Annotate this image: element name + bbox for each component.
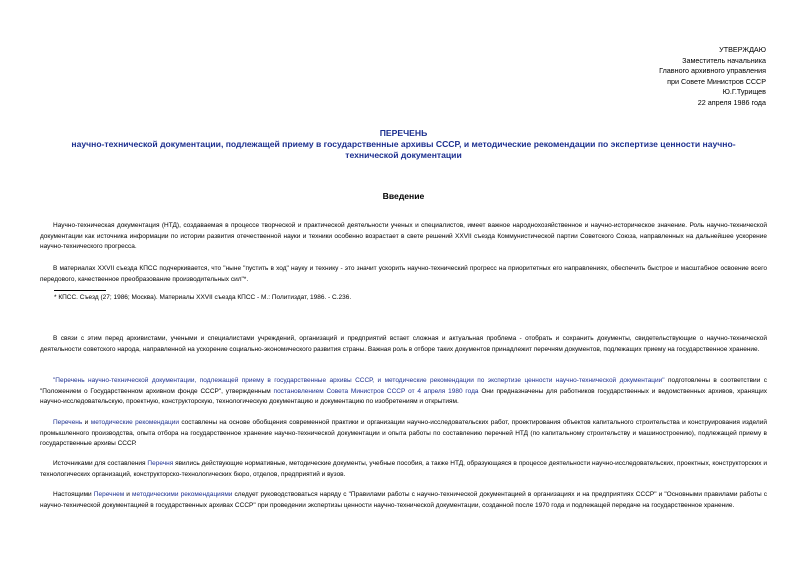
paragraph-6-text: Источниками для составления — [53, 460, 148, 467]
title-subtitle-link[interactable]: научно-технической документации, подлежащей приему в государственные архивы СССР, — [71, 139, 462, 149]
approval-line: Ю.Г.Турищев — [722, 87, 766, 97]
approval-line: Заместитель начальника — [682, 55, 766, 65]
section-heading: Введение — [382, 191, 425, 201]
approval-line: 22 апреля 1986 года — [697, 97, 766, 107]
resolution-link[interactable]: постановлением Совета Министров СССР от 4 апреля 1980 года — [273, 387, 479, 395]
paragraph-5-text: и — [82, 419, 91, 426]
paragraph-7 — [40, 490, 767, 511]
perechen-link[interactable]: Перечень — [53, 419, 83, 426]
recommendations-link[interactable]: методические рекомендации — [90, 419, 179, 426]
title-subtitle — [40, 139, 767, 161]
methodical-recommendations-link[interactable]: методическими рекомендациями — [132, 491, 233, 498]
paragraph-7-text: следует руководствоваться наряду с "Правилами работы с научно-технической документацией в организациях и на предприятиях СССР" и "Основными правилами работы с научно-технической документацией в государственных архивах СССР" при проведении экспертизы ценности научно-технической документации, созданной после 1970 года и подлежащей передаче на государственное хранение. — [40, 491, 767, 509]
approval-block — [659, 45, 766, 109]
footnote: * КПСС. Съезд (27; 1986; Москва). Материалы XXVII съезда КПСС - М.: Политиздат, 1986. - С.236. — [54, 294, 352, 301]
perechnem-link[interactable]: Перечнем — [93, 491, 125, 498]
perechen-full-title-link[interactable]: "Перечень научно-технической документации, подлежащей приему в государственные архивы СССР, и методические рекомендации по экспертизе ценности научно-технической документации" — [53, 377, 665, 384]
approval-line: Главного архивного управления — [659, 66, 766, 76]
paragraph-6-text: явились действующие нормативные, методические документы, учебные пособия, а также НТД, образующаяся в процессе деятельности научно-исследовательских, проектных, конструкторских и технологических организаций, конструкторско-технологических бюро, отделов, предприятий и вузов. — [40, 460, 767, 478]
title-subtitle-rest: и методические рекомендации по экспертизе ценности научно- — [461, 139, 736, 149]
footnote-divider — [54, 290, 106, 291]
paragraph-4-text: Они предназначены для работников государственных и ведомственных архивов, хранящих научно-исследовательскую, проектную, конструкторскую, технологическую документацию и документацию по изобретениям и открытиям. — [40, 387, 767, 406]
perechnya-link[interactable]: Перечня — [147, 460, 174, 467]
paragraph-4 — [40, 376, 767, 408]
paragraph-4-text: подготовлены в соответствии с "Положением о Государственном архивном фонде СССР", утвержденным — [40, 377, 767, 395]
document-title — [40, 128, 767, 161]
paragraph-5 — [40, 418, 767, 450]
paragraph-3: В связи с этим перед архивистами, учеными и специалистами учреждений, организаций и предприятий встает сложная и актуальная проблема - отобрать и сохранить документы, свидетельствующие о научно-технической деятельности советского народа, направленной на ускорение социально-экономического развития страны. Важная роль в отборе таких документов принадлежит перечням документов, подлежащих приему на государственное хранение. — [40, 335, 767, 353]
paragraph-7-text: Настоящими — [53, 491, 94, 498]
paragraph-2: В материалах XXVII съезда КПСС подчеркивается, что "ныне "пустить в ход" науку и технику - это значит ускорить научно-технический прогресс на приоритетных его направлениях, обеспечить быстрое и масштабное освоение всего передового, качественное преобразование производительных сил"*. — [40, 265, 767, 283]
title-subtitle-line2: технической документации — [345, 150, 462, 160]
paragraph-5-text: составлены на основе обобщения современной практики и организации научно-исследовательских работ, проектирования объектов капитального строительства и конструирования изделий промышленного производства, опыта отбора на государственное хранение научно-технической документации и опыта работы по составлению перечней НТД (по капитальному строительству и машиностроению), подлежащей приему в государственные архивы СССР. — [40, 419, 767, 448]
approval-line: при Совете Министров СССР — [667, 76, 766, 86]
paragraph-1: Научно-техническая документация (НТД), создаваемая в процессе творческой и практической деятельности ученых и специалистов, имеет важное народнохозяйственное и научно-историческое значение. Роль научно-технической документации как источника информации по истории развития отечественной науки и техники особенно возрастает в свете решений XXVII съезда Коммунистической партии Советского Союза, направленных на дальнейшее ускорение научно-технического прогресса. — [40, 222, 767, 251]
paragraph-6 — [40, 459, 767, 480]
approval-line: УТВЕРЖДАЮ — [719, 45, 766, 54]
paragraph-7-text: и — [124, 491, 133, 498]
title-heading: ПЕРЕЧЕНЬ — [379, 128, 428, 138]
